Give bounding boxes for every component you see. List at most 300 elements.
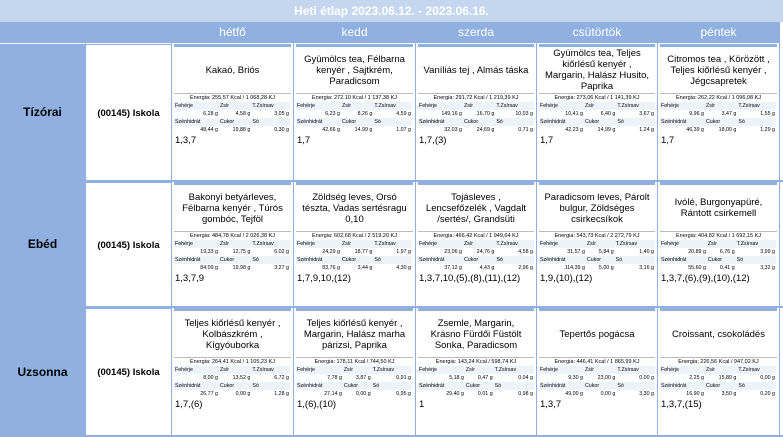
nutrient-value: 10,03 g — [515, 111, 533, 117]
nutrient-label: T.Zsírsav — [495, 102, 534, 110]
nutrient-value: 3,30 g — [639, 391, 654, 397]
nutrition-label-row — [418, 256, 534, 264]
day-header: péntek — [658, 22, 779, 43]
dish-name: Bakonyi betyárleves, Félbarna kenyér , Túrós gombóc, Tejföl — [182, 191, 283, 225]
nutrient-label: T.Zsírsav — [251, 102, 290, 110]
nutrient-label: Só — [251, 256, 290, 264]
nutrient-label: Szénhidrát — [174, 382, 219, 390]
energy-value: Energia: 446,41 Kcal / 1 865,99 KJ — [539, 357, 655, 366]
nutrition-table — [418, 102, 534, 134]
nutrient-label: Zsír — [463, 240, 495, 248]
nutrition-label-row — [174, 382, 290, 390]
nutrient-label: T.Zsírsav — [251, 240, 290, 248]
nutrient-value: 1,28 g — [274, 391, 289, 397]
nutrition-label-row — [539, 118, 655, 126]
energy-value: Energia: 543,73 Kcal / 2 272,79 KJ — [539, 231, 655, 240]
dish-name: Citromos tea , Körözött , Teljes kiőrlésű kenyér , Jégcsapretek — [667, 53, 770, 87]
nutrition-value-row — [174, 374, 290, 382]
nutrition-label-row — [174, 366, 290, 374]
nutrient-label: T.Zsírsav — [616, 366, 655, 374]
nutrient-label: T.Zsírsav — [615, 240, 655, 248]
nutrient-label: Só — [495, 118, 534, 126]
menu-cell — [172, 182, 293, 306]
nutrient-value: 1,40 g — [639, 249, 654, 255]
nutrient-label: Cukor — [586, 256, 615, 264]
energy-value: Energia: 273,06 Kcal / 1 141,39 KJ — [539, 93, 655, 102]
nutrient-value: 6,28 g — [203, 111, 218, 117]
nutrition-table — [539, 366, 655, 398]
nutrient-value: 13,52 g — [232, 375, 251, 381]
nutrition-value-row — [418, 390, 534, 398]
dish-name: Tojásleves , Lencsefőzelék , Vagdalt /sertés/, Grandsüti — [425, 191, 527, 225]
nutrition-label-row — [418, 366, 534, 374]
nutrition-value-row — [296, 264, 412, 272]
nutrition-label-row — [539, 366, 655, 374]
nutrient-value: 23,00 g — [597, 375, 616, 381]
nutrient-label: Só — [251, 118, 290, 126]
nutrition-value-row — [660, 248, 776, 256]
nutrient-label: Szénhidrát — [539, 118, 584, 126]
nutrition-value-row — [174, 248, 290, 256]
nutrient-label: Fehérje — [660, 102, 705, 110]
menu-cell — [658, 182, 779, 306]
nutrient-label: Zsír — [219, 240, 251, 248]
nutrient-label: Fehérje — [174, 366, 219, 374]
nutrient-label: Fehérje — [296, 240, 341, 248]
nutrition-value-row — [660, 264, 776, 272]
nutrient-value: 3,47 g — [721, 111, 737, 117]
nutrient-label: Szénhidrát — [660, 256, 707, 264]
nutrient-value: 14,99 g — [597, 127, 616, 133]
nutrient-value: 1,97 g — [396, 249, 411, 255]
energy-value: Energia: 143,24 Kcal / 598,74 KJ — [418, 357, 534, 366]
nutrient-value: 19,88 g — [232, 127, 251, 133]
nutrition-table — [418, 240, 534, 272]
nutrition-label-row — [660, 256, 776, 264]
nutrient-label: Fehérje — [418, 240, 463, 248]
energy-value: Energia: 484,78 Kcal / 2 026,38 KJ — [174, 231, 291, 240]
nutrient-label: Zsír — [343, 366, 372, 374]
nutrient-value: 6,02 g — [274, 249, 289, 255]
nutrient-label: T.Zsírsav — [372, 366, 412, 374]
nutrient-label: Cukor — [707, 256, 736, 264]
nutrient-value: 1,29 g — [760, 127, 775, 133]
allergen-codes: 1,7 — [661, 135, 675, 146]
nutrition-label-row — [660, 240, 776, 248]
day-header: szerda — [416, 22, 536, 43]
nutrition-value-row — [660, 374, 776, 382]
nutrient-value: 9,96 g — [689, 111, 704, 117]
nutrition-value-row — [296, 374, 412, 382]
nutrient-label: Fehérje — [174, 240, 219, 248]
dish-name: Vaníliás tej , Almás táska — [423, 64, 529, 76]
day-header: hétfő — [172, 22, 293, 43]
nutrient-label: Szénhidrát — [660, 382, 705, 390]
nutrient-label: Zsír — [707, 240, 736, 248]
header-meal-column — [0, 22, 85, 43]
nutrient-value: 3,05 g — [274, 111, 289, 117]
nutrient-label: Szénhidrát — [296, 118, 341, 126]
nutrition-table — [539, 240, 655, 272]
nutrition-label-row — [296, 118, 412, 126]
nutrient-label: Szénhidrát — [660, 118, 705, 126]
nutrient-label: Só — [373, 118, 412, 126]
nutrition-label-row — [418, 118, 534, 126]
nutrient-value: 29,40 g — [446, 391, 464, 397]
column-separator — [657, 22, 658, 435]
nutrition-value-row — [539, 390, 655, 398]
nutrition-table — [539, 102, 655, 134]
nutrient-label: Szénhidrát — [174, 118, 219, 126]
allergen-codes: 1,3,7,9 — [175, 273, 205, 284]
nutrient-value: 7,78 g — [327, 375, 342, 381]
nutrition-value-row — [418, 374, 534, 382]
energy-value: Energia: 255,57 Kcal / 1 068,28 KJ — [174, 93, 291, 102]
nutrient-label: T.Zsírsav — [373, 102, 412, 110]
nutrient-value: 0,00 g — [355, 391, 371, 397]
nutrition-value-row — [174, 126, 290, 134]
nutrient-label: Fehérje — [660, 366, 705, 374]
nutrition-label-row — [418, 102, 534, 110]
nutrient-value: 0,30 g — [274, 127, 289, 133]
allergen-codes: 1,3,7,(6),(9),(10),(12) — [661, 273, 750, 284]
nutrient-label: Cukor — [219, 382, 251, 390]
nutrient-label: Zsír — [584, 102, 616, 110]
nutrient-value: 49,00 g — [565, 391, 583, 397]
nutrient-label: Só — [737, 382, 776, 390]
nutrition-value-row — [539, 110, 655, 118]
nutrient-value: 31,57 g — [567, 249, 585, 255]
nutrient-label: Szénhidrát — [539, 256, 586, 264]
menu-cell — [172, 44, 293, 180]
nutrition-label-row — [660, 102, 776, 110]
nutrient-label: Só — [494, 382, 534, 390]
nutrient-value: 24,76 g — [476, 249, 495, 255]
menu-cell — [294, 44, 415, 180]
nutrient-value: 5,18 g — [449, 375, 464, 381]
menu-cell — [658, 308, 779, 435]
nutrition-table — [174, 240, 290, 272]
nutrient-value: 4,58 g — [235, 111, 251, 117]
nutrient-label: T.Zsírsav — [495, 240, 534, 248]
energy-value: Energia: 602,68 Kcal / 2 519,20 KJ — [296, 231, 413, 240]
nutrient-value: 42,66 g — [322, 127, 340, 133]
meal-label: Uzsonna — [0, 308, 85, 435]
nutrition-table — [660, 240, 776, 272]
nutrient-value: 83,76 g — [322, 265, 340, 271]
nutrient-value: 3,50 g — [721, 391, 737, 397]
nutrient-value: 9,30 g — [568, 375, 583, 381]
day-header: kedd — [294, 22, 415, 43]
nutrient-label: Fehérje — [296, 102, 341, 110]
nutrient-value: 6,76 g — [719, 249, 735, 255]
nutrition-label-row — [296, 366, 412, 374]
nutrient-value: 0,41 g — [719, 265, 735, 271]
nutrient-label: Só — [251, 382, 290, 390]
allergen-codes: 1,9,(10),(12) — [540, 273, 593, 284]
nutrient-value: 3,87 g — [355, 375, 371, 381]
nutrient-label: Zsír — [341, 102, 373, 110]
nutrient-value: 20,89 g — [688, 249, 706, 255]
nutrient-value: 24,69 g — [476, 127, 495, 133]
nutrient-value: 4,30 g — [396, 265, 411, 271]
allergen-codes: 1,7,9,10,(12) — [297, 273, 351, 284]
nutrient-label: Cukor — [584, 382, 616, 390]
nutrition-label-row — [418, 240, 534, 248]
menu-cell — [537, 308, 657, 435]
allergen-codes: 1,7,(3) — [419, 135, 447, 146]
dish-name: Gyümölcs tea, Félbarna kenyér , Sajtkrém, Paradicsom — [304, 53, 405, 87]
nutrition-value-row — [660, 110, 776, 118]
nutrient-value: 114,39 g — [564, 265, 585, 271]
nutrient-value: 4,58 g — [518, 249, 533, 255]
nutrient-label: Zsír — [705, 366, 737, 374]
nutrient-value: 1,55 g — [760, 111, 775, 117]
nutrient-label: Zsír — [219, 366, 251, 374]
nutrient-label: Fehérje — [418, 366, 465, 374]
column-separator — [85, 22, 86, 435]
nutrient-label: Fehérje — [296, 366, 343, 374]
allergen-codes: 1,(6),(10) — [297, 399, 337, 410]
nutrition-value-row — [418, 248, 534, 256]
dish-name: Kakaó, Briós — [205, 64, 260, 76]
nutrient-value: 3,67 g — [639, 111, 654, 117]
nutrition-label-row — [539, 102, 655, 110]
column-separator — [536, 22, 537, 435]
dish-name: Tepertős pogácsa — [559, 328, 635, 340]
nutrient-value: 4,43 g — [479, 265, 495, 271]
nutrient-value: 0,20 g — [760, 391, 775, 397]
nutrient-value: 42,23 g — [565, 127, 583, 133]
column-separator — [415, 22, 416, 435]
nutrient-label: Só — [495, 256, 534, 264]
energy-value: Energia: 178,11 Kcal / 744,50 KJ — [296, 357, 413, 366]
nutrient-value: 3,99 g — [760, 249, 775, 255]
nutrient-label: T.Zsírsav — [616, 102, 655, 110]
nutrient-value: 19,98 g — [232, 265, 251, 271]
energy-value: Energia: 226,56 Kcal / 947,02 KJ — [660, 357, 777, 366]
nutrition-value-row — [539, 264, 655, 272]
dish-name: Croissant, csokoládés — [672, 328, 765, 340]
nutrition-value-row — [660, 126, 776, 134]
nutrient-value: 0,98 g — [518, 391, 533, 397]
nutrient-value: 0,00 g — [639, 375, 654, 381]
nutrition-table — [296, 366, 412, 398]
menu-cell — [537, 182, 657, 306]
menu-cell — [172, 308, 293, 435]
nutrient-label: Cukor — [463, 118, 495, 126]
nutrient-label: Szénhidrát — [174, 256, 219, 264]
nutrition-value-row — [296, 390, 412, 398]
nutrition-label-row — [174, 102, 290, 110]
nutrient-label: Zsír — [463, 102, 495, 110]
nutrient-value: 0,00 g — [600, 391, 616, 397]
nutrient-value: 19,33 g — [200, 249, 218, 255]
nutrient-label: Szénhidrát — [296, 382, 343, 390]
nutrient-label: T.Zsírsav — [373, 240, 412, 248]
nutrient-label: Fehérje — [539, 102, 584, 110]
nutrition-table — [418, 366, 534, 398]
nutrient-value: 1,24 g — [639, 127, 654, 133]
energy-value: Energia: 291,72 Kcal / 1 219,39 KJ — [418, 93, 534, 102]
nutrient-label: T.Zsírsav — [737, 102, 776, 110]
nutrition-label-row — [174, 256, 290, 264]
nutrient-value: 0,91 g — [396, 375, 411, 381]
nutrient-label: T.Zsírsav — [494, 366, 534, 374]
nutrition-table — [660, 366, 776, 398]
nutrition-label-row — [539, 256, 655, 264]
nutrient-value: 1,07 g — [396, 127, 411, 133]
nutrition-value-row — [174, 264, 290, 272]
dish-name: Zöldség leves, Orsó tészta, Vadas sertésragu 0,10 — [302, 191, 407, 225]
nutrient-label: Cukor — [705, 382, 737, 390]
nutrient-label: Fehérje — [539, 240, 586, 248]
nutrition-value-row — [539, 126, 655, 134]
nutrition-value-row — [539, 248, 655, 256]
nutrient-label: Cukor — [341, 118, 373, 126]
nutrition-table — [174, 102, 290, 134]
nutrient-label: Cukor — [341, 256, 373, 264]
nutrition-label-row — [660, 366, 776, 374]
day-header: csütörtök — [537, 22, 657, 43]
menu-cell — [416, 182, 536, 306]
nutrient-label: Só — [737, 118, 776, 126]
nutrient-value: 18,00 g — [718, 127, 737, 133]
allergen-codes: 1,3,7 — [175, 135, 197, 146]
nutrition-label-row — [660, 118, 776, 126]
nutrient-label: Szénhidrát — [296, 256, 341, 264]
nutrient-value: 37,12 g — [444, 265, 462, 271]
dish-name: Zsemle, Margarin, Krásno Fürdői Füstölt Sonka, Paradicsom — [430, 317, 522, 351]
allergen-codes: 1,3,7 — [540, 399, 562, 410]
nutrient-label: Zsír — [341, 240, 373, 248]
dish-name: Gyümölcs tea, Teljes kiőrlésű kenyér , Margarin, Halász Husito, Paprika — [544, 48, 649, 92]
allergen-codes: 1,7,(6) — [175, 399, 203, 410]
nutrition-label-row — [296, 240, 412, 248]
nutrient-value: 0,01 g — [477, 391, 493, 397]
nutrient-label: Cukor — [705, 118, 737, 126]
nutrient-value: 0,95 g — [396, 391, 411, 397]
nutrient-value: 15,80 g — [718, 375, 737, 381]
school-label: (00145) Iskola — [86, 182, 171, 307]
allergen-codes: 1,7 — [297, 135, 311, 146]
allergen-codes: 1,7 — [540, 135, 554, 146]
nutrition-value-row — [539, 374, 655, 382]
allergen-codes: 1,3,7,10,(5),(8),(11),(12) — [419, 273, 521, 284]
nutrition-label-row — [539, 240, 655, 248]
nutrition-value-row — [660, 390, 776, 398]
nutrient-value: 5,00 g — [598, 265, 614, 271]
nutrition-label-row — [296, 382, 412, 390]
nutrient-value: 24,29 g — [322, 249, 340, 255]
dish-name: Paradicsom leves, Párolt bulgur, Zöldséges csirkecsíkok — [544, 191, 650, 225]
nutrient-value: 18,77 g — [354, 249, 373, 255]
menu-cell — [416, 308, 536, 435]
nutrition-label-row — [296, 256, 412, 264]
dish-name: Ivólé, Burgonyapüré, Rántott csirkemell — [674, 197, 763, 219]
nutrient-value: 14,99 g — [354, 127, 373, 133]
nutrient-label: Fehérje — [174, 102, 219, 110]
nutrient-value: 32,03 g — [444, 127, 462, 133]
nutrient-value: 48,44 g — [200, 127, 218, 133]
nutrition-table — [296, 240, 412, 272]
nutrient-value: 3,44 g — [357, 265, 373, 271]
nutrient-value: 8,26 g — [357, 111, 373, 117]
column-separator — [779, 22, 780, 435]
nutrient-value: 10,41 g — [565, 111, 583, 117]
nutrient-label: Zsír — [584, 366, 616, 374]
nutrition-label-row — [174, 240, 290, 248]
nutrition-value-row — [174, 110, 290, 118]
nutrient-value: 6,40 g — [600, 111, 616, 117]
menu-title: Heti étlap 2023.06.12. - 2023.06.16. — [0, 0, 783, 22]
nutrient-value: 4,59 g — [396, 111, 411, 117]
nutrition-value-row — [174, 390, 290, 398]
nutrition-value-row — [296, 110, 412, 118]
nutrient-value: 3,16 g — [639, 265, 654, 271]
nutrient-value: 149,16 g — [441, 111, 462, 117]
nutrient-value: 12,75 g — [232, 249, 251, 255]
nutrition-table — [660, 102, 776, 134]
nutrient-value: 0,00 g — [235, 391, 251, 397]
nutrient-value: 8,00 g — [203, 375, 218, 381]
nutrient-value: 84,09 g — [200, 265, 218, 271]
nutrient-value: 26,77 g — [200, 391, 218, 397]
nutrient-value: 46,39 g — [686, 127, 704, 133]
allergen-codes: 1 — [419, 399, 425, 410]
nutrient-label: Szénhidrát — [418, 382, 465, 390]
nutrient-label: Cukor — [463, 256, 495, 264]
energy-value: Energia: 262,22 Kcal / 1 096,08 KJ — [660, 93, 777, 102]
nutrient-label: Zsír — [705, 102, 737, 110]
nutrient-value: 23,06 g — [444, 249, 462, 255]
nutrient-label: Szénhidrát — [418, 118, 463, 126]
nutrient-value: 55,60 g — [688, 265, 706, 271]
nutrient-label: Szénhidrát — [539, 382, 584, 390]
menu-cell — [658, 44, 779, 180]
nutrient-label: Fehérje — [539, 366, 584, 374]
nutrient-value: 2,25 g — [689, 375, 704, 381]
nutrient-label: Cukor — [219, 118, 251, 126]
nutrient-label: Só — [372, 382, 412, 390]
nutrition-value-row — [296, 248, 412, 256]
nutrient-label: Só — [615, 256, 655, 264]
nutrient-label: Só — [616, 118, 655, 126]
nutrition-table — [296, 102, 412, 134]
nutrient-label: T.Zsírsav — [251, 366, 290, 374]
nutrition-label-row — [174, 118, 290, 126]
nutrient-value: 16,90 g — [686, 391, 704, 397]
menu-cell — [537, 44, 657, 180]
nutrition-value-row — [418, 126, 534, 134]
menu-cell — [294, 308, 415, 435]
nutrient-label: Cukor — [465, 382, 494, 390]
nutrition-label-row — [660, 382, 776, 390]
nutrient-label: Só — [373, 256, 412, 264]
school-label: (00145) Iskola — [86, 44, 171, 181]
nutrient-label: Cukor — [584, 118, 616, 126]
nutrient-label: Cukor — [219, 256, 251, 264]
nutrient-value: 2,96 g — [518, 265, 533, 271]
header-school-column — [86, 22, 171, 43]
energy-value: Energia: 404,82 Kcal / 1 692,15 KJ — [660, 231, 777, 240]
menu-cell — [416, 44, 536, 180]
nutrient-value: 5,84 g — [598, 249, 614, 255]
meal-label: Ebéd — [0, 182, 85, 306]
school-label: (00145) Iskola — [86, 308, 171, 436]
nutrition-label-row — [418, 382, 534, 390]
dish-name: Teljes kiőrlésű kenyér , Kolbászkrém , Kígyóuborka — [184, 317, 281, 351]
